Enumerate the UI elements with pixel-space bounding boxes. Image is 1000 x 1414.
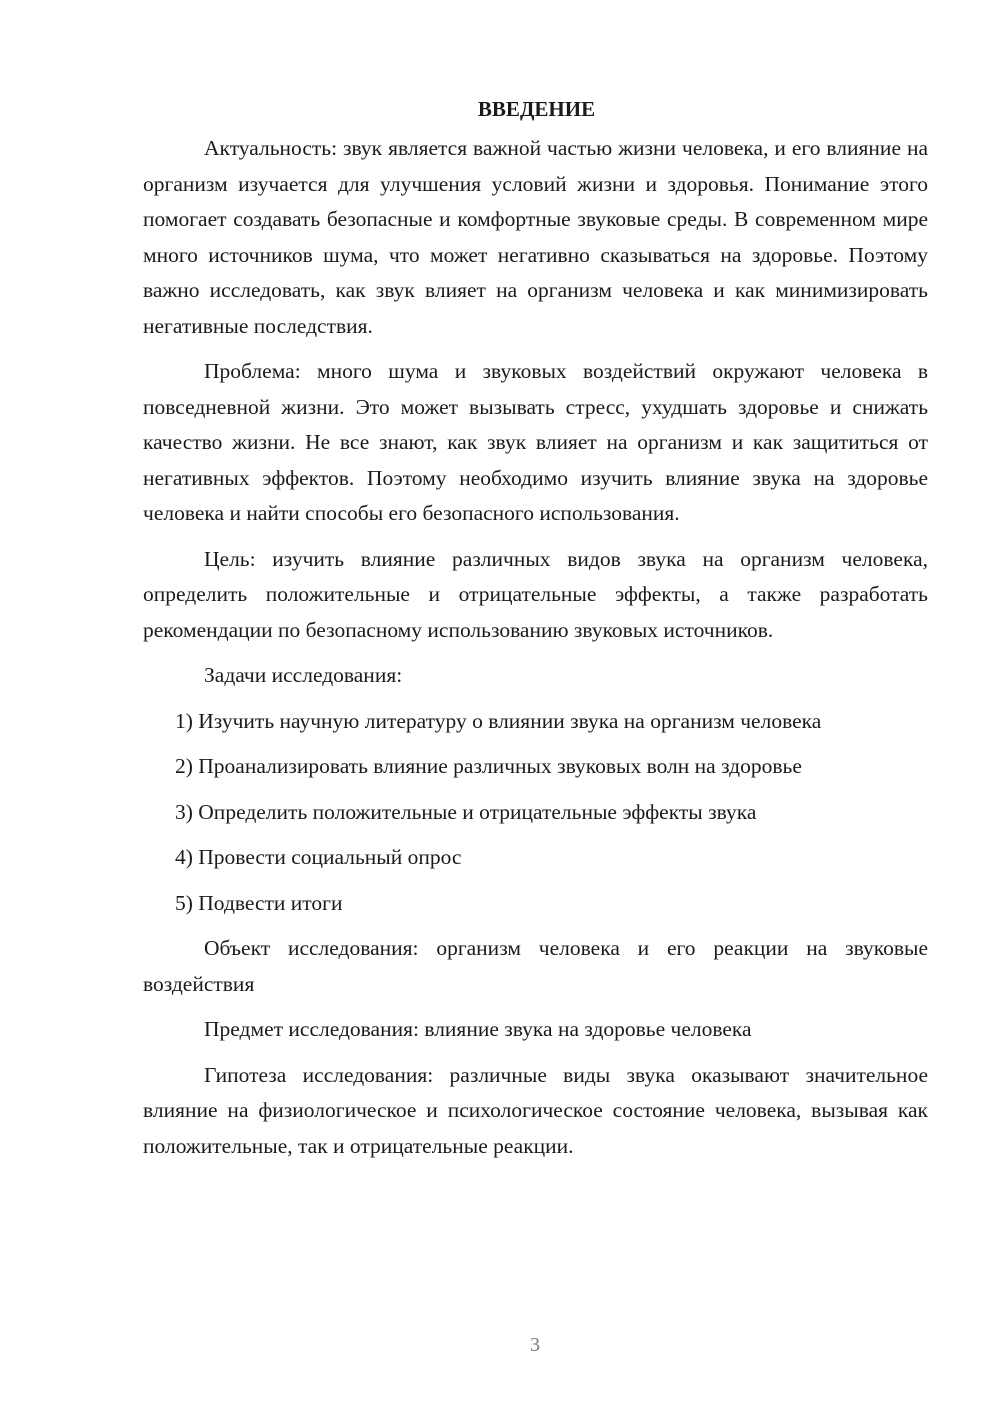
task-item-5: 5) Подвести итоги (175, 890, 343, 915)
task-item-1: 1) Изучить научную литературу о влиянии звука на организм человека (175, 708, 822, 733)
paragraph-goal: Цель: изучить влияние различных видов звука на организм человека, определить положительные и отрицательные эффекты, а также разработать рекомендации по безопасному использованию звуковых источников. (143, 546, 928, 642)
page-title: ВВЕДЕНИЕ (477, 97, 596, 121)
paragraph-hypothesis: Гипотеза исследования: различные виды звука оказывают значительное влияние на физиологическое и психологическое состояние человека, вызывая как положительные, так и отрицательные реакции. (143, 1062, 928, 1158)
paragraph-object: Объект исследования: организм человека и его реакции на звуковые воздействия (143, 936, 928, 996)
task-item-2: 2) Проанализировать влияние различных звуковых волн на здоровье (175, 754, 802, 778)
paragraph-relevance: Актуальность: звук является важной частью жизни человека, и его влияние на организм изучается для улучшения условий жизни и здоровья. Понимание этого помогает создавать безопасные и комфортные звуковые среды. В современном мире много источников шума, что может негативно сказываться на здоровье. Поэтому важно исследовать, как звук влияет на организм человека и как минимизировать негативные последствия. (143, 136, 928, 338)
tasks-list (143, 704, 928, 922)
task-item-3: 3) Определить положительные и отрицательные эффекты звука (175, 799, 757, 824)
paragraph-problem: Проблема: много шума и звуковых воздействий окружают человека в повседневной жизни. Это может вызывать стресс, ухудшать здоровье и снижать качество жизни. Не все знают, как звук влияет на организм и как защититься от негативных эффектов. Поэтому необходимо изучить влияние звука на здоровье человека и найти способы его безопасного использования. (143, 359, 928, 525)
page-number: 3 (530, 1334, 540, 1356)
tasks-heading: Задачи исследования: (204, 663, 403, 687)
paragraph-subject: Предмет исследования: влияние звука на здоровье человека (204, 1017, 752, 1041)
document-page (143, 92, 928, 1174)
task-item-4: 4) Провести социальный опрос (175, 845, 462, 869)
